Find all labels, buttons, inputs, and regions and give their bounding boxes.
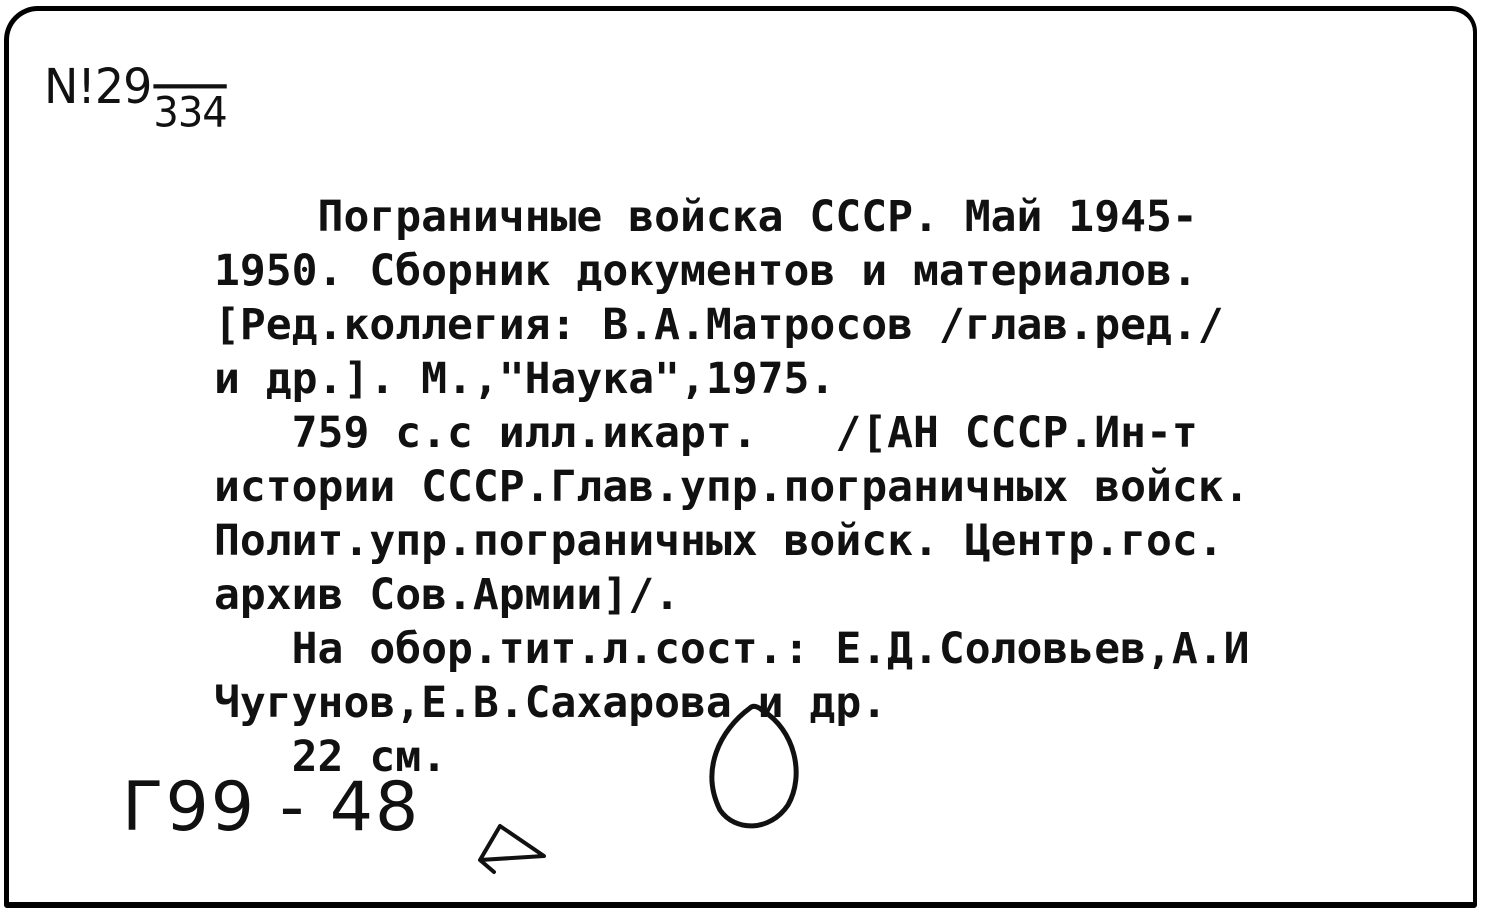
record-line-7: Полит.упр.пограничных войск. Центр.гос. xyxy=(214,516,1224,566)
triangle-mark-icon xyxy=(472,820,552,876)
bibliographic-record xyxy=(214,190,1454,784)
oval-stamp-icon xyxy=(700,700,810,840)
record-line-11: 22 см. xyxy=(214,732,447,782)
record-line-9: На обор.тит.л.сост.: Е.Д.Соловьев,А.И xyxy=(214,624,1250,674)
accession-main: N!29 xyxy=(44,58,152,115)
accession-number xyxy=(44,58,227,137)
record-line-8: архив Сов.Армии]/. xyxy=(214,570,680,620)
call-number: Г99 - 48 xyxy=(122,768,421,847)
record-line-5: 759 с.с илл.икарт. /[АН СССР.Ин-т xyxy=(214,408,1198,458)
record-line-4: и др.]. М.,"Наука",1975. xyxy=(214,354,836,404)
record-line-6: истории СССР.Глав.упр.пограничных войск. xyxy=(214,462,1250,512)
record-line-1: Пограничные войска СССР. Май 1945- xyxy=(214,192,1198,242)
record-line-2: 1950. Сборник документов и материалов. xyxy=(214,246,1198,296)
record-line-3: [Ред.коллегия: В.А.Матросов /глав.ред./ xyxy=(214,300,1224,350)
accession-sub: 334 xyxy=(153,88,227,137)
record-line-10: Чугунов,Е.В.Сахарова и др. xyxy=(214,678,888,728)
